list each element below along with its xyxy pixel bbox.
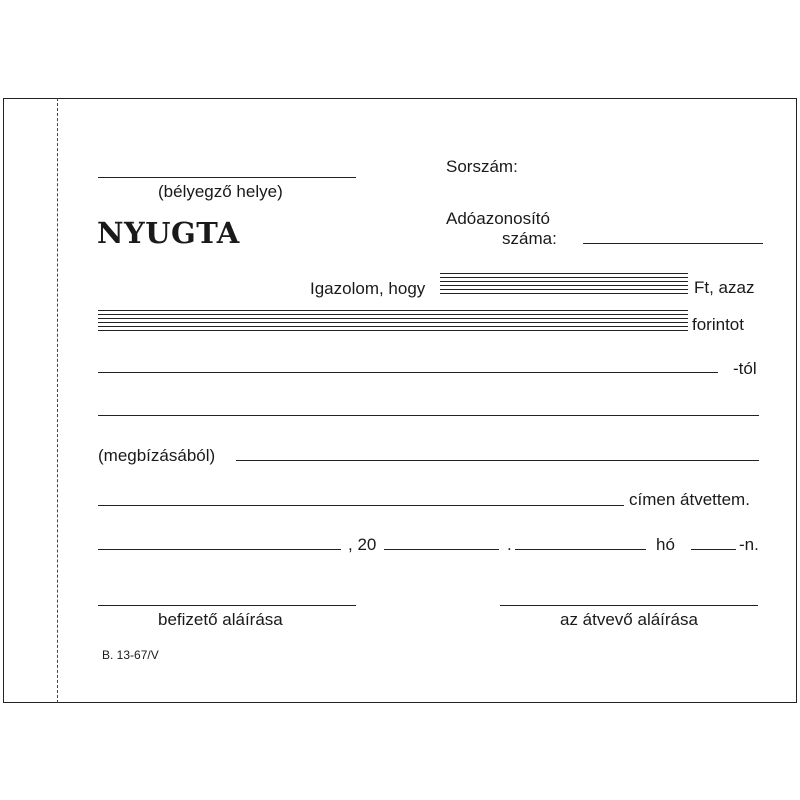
amount-in-words-field[interactable] <box>98 310 688 334</box>
payer-name-field[interactable] <box>98 372 718 373</box>
month-label: hó <box>656 535 675 554</box>
currency-text: Ft, azaz <box>694 278 755 297</box>
stamp-line <box>98 177 356 178</box>
receipt-title: NYUGTA <box>97 216 240 250</box>
month-field[interactable] <box>515 549 646 550</box>
place-field[interactable] <box>98 549 341 550</box>
from-suffix: -tól <box>733 359 757 378</box>
tax-id-field[interactable] <box>583 243 763 244</box>
tax-id-label-line2: száma: <box>502 229 557 248</box>
on-behalf-label: (megbízásából) <box>98 446 216 465</box>
stamp-label: (bélyegző helye) <box>158 182 283 201</box>
certify-text: Igazolom, hogy <box>310 279 426 298</box>
payer-extra-field[interactable] <box>98 415 759 416</box>
amount-field[interactable] <box>440 273 688 297</box>
payer-signature-line[interactable] <box>98 605 356 606</box>
forint-text: forintot <box>692 315 744 334</box>
day-suffix: -n. <box>739 535 759 554</box>
date-dot: . <box>507 535 512 554</box>
on-behalf-field[interactable] <box>236 460 759 461</box>
address-field[interactable] <box>98 505 624 506</box>
serial-label: Sorszám: <box>446 157 518 176</box>
address-text: címen átvettem. <box>629 490 750 509</box>
tax-id-label-line1: Adóazonosító <box>446 209 550 228</box>
form-code: B. 13-67/V <box>102 648 159 662</box>
year-field[interactable] <box>384 549 499 550</box>
perforation-line <box>57 98 58 703</box>
day-field[interactable] <box>691 549 736 550</box>
receiver-signature-label: az átvevő aláírása <box>560 610 698 629</box>
year-prefix: , 20 <box>348 535 377 554</box>
payer-signature-label: befizető aláírása <box>158 610 283 629</box>
receiver-signature-line[interactable] <box>500 605 758 606</box>
